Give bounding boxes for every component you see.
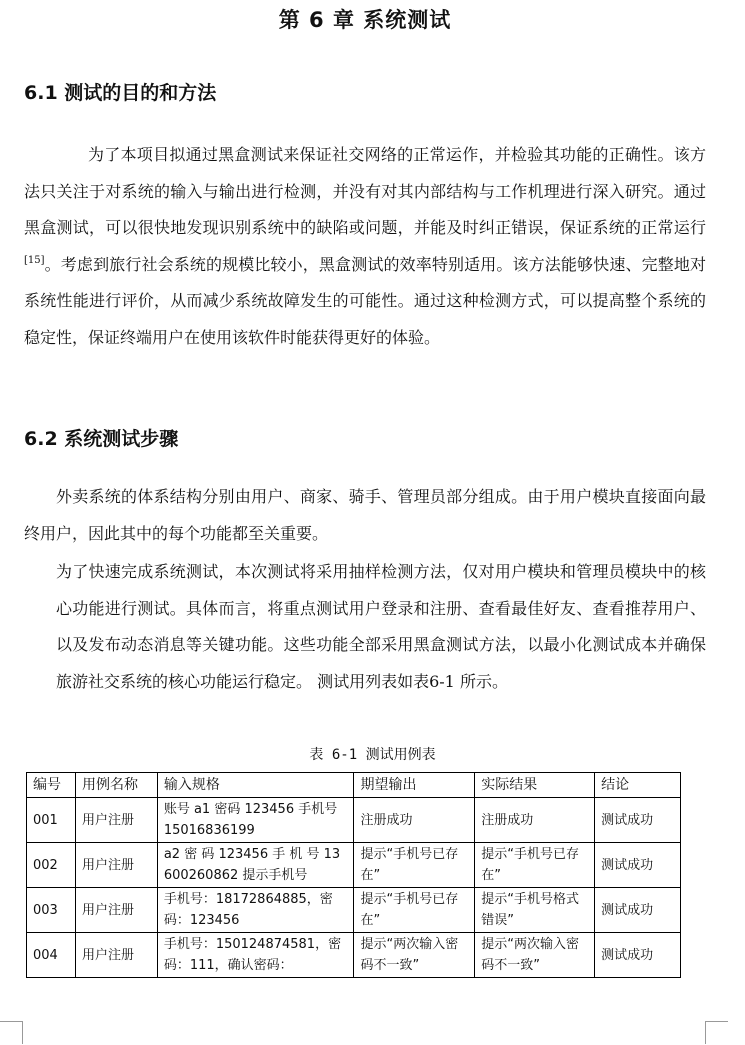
table-row xyxy=(27,888,681,933)
case-name: 用户注册 xyxy=(75,933,157,978)
table-header-row xyxy=(27,773,681,798)
case-name: 用户注册 xyxy=(75,888,157,933)
expected-output: 提示“手机号已存在” xyxy=(354,888,475,933)
input-spec: 手机号：18172864885，密码：123456 xyxy=(157,888,354,933)
actual-result: 提示“手机号格式错误” xyxy=(475,888,595,933)
input-spec: a2 密 码 123456 手 机 号 13600260862 提示手机号 xyxy=(157,843,354,888)
input-spec: 手机号：150124874581，密码：111，确认密码： xyxy=(157,933,354,978)
citation-ref: [15] xyxy=(24,254,45,266)
section-6-2-paragraph-2: 为了快速完成系统测试，本次测试将采用抽样检测方法，仅对用户模块和管理员模块中的核心功能进行测试。具体而言，将重点测试用户登录和注册、查看最佳好友、查看推荐用户、以及发布动态消息等关键功能。这些功能全部采用黑盒测试方法，以最小化测试成本并确保旅游社交系统的核心功能运行稳定。 测试用列表如表6-1 所示。 xyxy=(56,562,706,691)
column-header: 实际结果 xyxy=(475,773,595,798)
section-6-1-paragraph xyxy=(24,137,706,356)
actual-result: 注册成功 xyxy=(475,798,595,843)
conclusion: 测试成功 xyxy=(595,933,681,978)
case-id: 002 xyxy=(27,843,76,888)
section-heading-6-1: 6.1 测试的目的和方法 xyxy=(24,82,217,104)
actual-result: 提示“两次输入密码不一致” xyxy=(475,933,595,978)
actual-result: 提示“手机号已存在” xyxy=(475,843,595,888)
section-heading-6-2: 6.2 系统测试步骤 xyxy=(24,428,179,450)
column-header: 输入规格 xyxy=(157,773,354,798)
case-name: 用户注册 xyxy=(75,843,157,888)
table-caption: 表 6-1 测试用例表 xyxy=(309,747,436,763)
expected-output: 提示“两次输入密码不一致” xyxy=(354,933,475,978)
case-id: 001 xyxy=(27,798,76,843)
expected-output: 提示“手机号已存在” xyxy=(354,843,475,888)
paragraph-text-b: 。考虑到旅行社会系统的规模比较小，黑盒测试的效率特别适用。该方法能够快速、完整地对系统性能进行评价，从而减少系统故障发生的可能性。通过这种检测方式，可以提高整个系统的稳定性，保证终端用户在使用该软件时能获得更好的体验。 xyxy=(24,254,706,347)
conclusion: 测试成功 xyxy=(595,843,681,888)
expected-output: 注册成功 xyxy=(354,798,475,843)
page-corner-mark-left xyxy=(0,1021,23,1044)
column-header: 编号 xyxy=(27,773,76,798)
test-case-table xyxy=(26,772,681,978)
section-6-2-paragraph-1: 外卖系统的体系结构分别由用户、商家、骑手、管理员部分组成。由于用户模块直接面向最终用户，因此其中的每个功能都至关重要。 xyxy=(24,487,706,543)
column-header: 结论 xyxy=(595,773,681,798)
page-corner-mark-right xyxy=(705,1021,728,1044)
input-spec: 账号 a1 密码 123456 手机号 15016836199 xyxy=(157,798,354,843)
case-id: 003 xyxy=(27,888,76,933)
table-row xyxy=(27,933,681,978)
paragraph-text-a: 为了本项目拟通过黑盒测试来保证社交网络的正常运作，并检验其功能的正确性。该方法只关注于对系统的输入与输出进行检测，并没有对其内部结构与工作机理进行深入研究。通过黑盒测试，可以很快地发现识别系统中的缺陷或问题，并能及时纠正错误，保证系统的正常运行 xyxy=(24,145,706,237)
conclusion: 测试成功 xyxy=(595,888,681,933)
conclusion: 测试成功 xyxy=(595,798,681,843)
column-header: 用例名称 xyxy=(75,773,157,798)
table-row xyxy=(27,798,681,843)
chapter-title: 第 6 章 系统测试 xyxy=(278,8,452,32)
table-row xyxy=(27,843,681,888)
column-header: 期望输出 xyxy=(354,773,475,798)
case-id: 004 xyxy=(27,933,76,978)
case-name: 用户注册 xyxy=(75,798,157,843)
